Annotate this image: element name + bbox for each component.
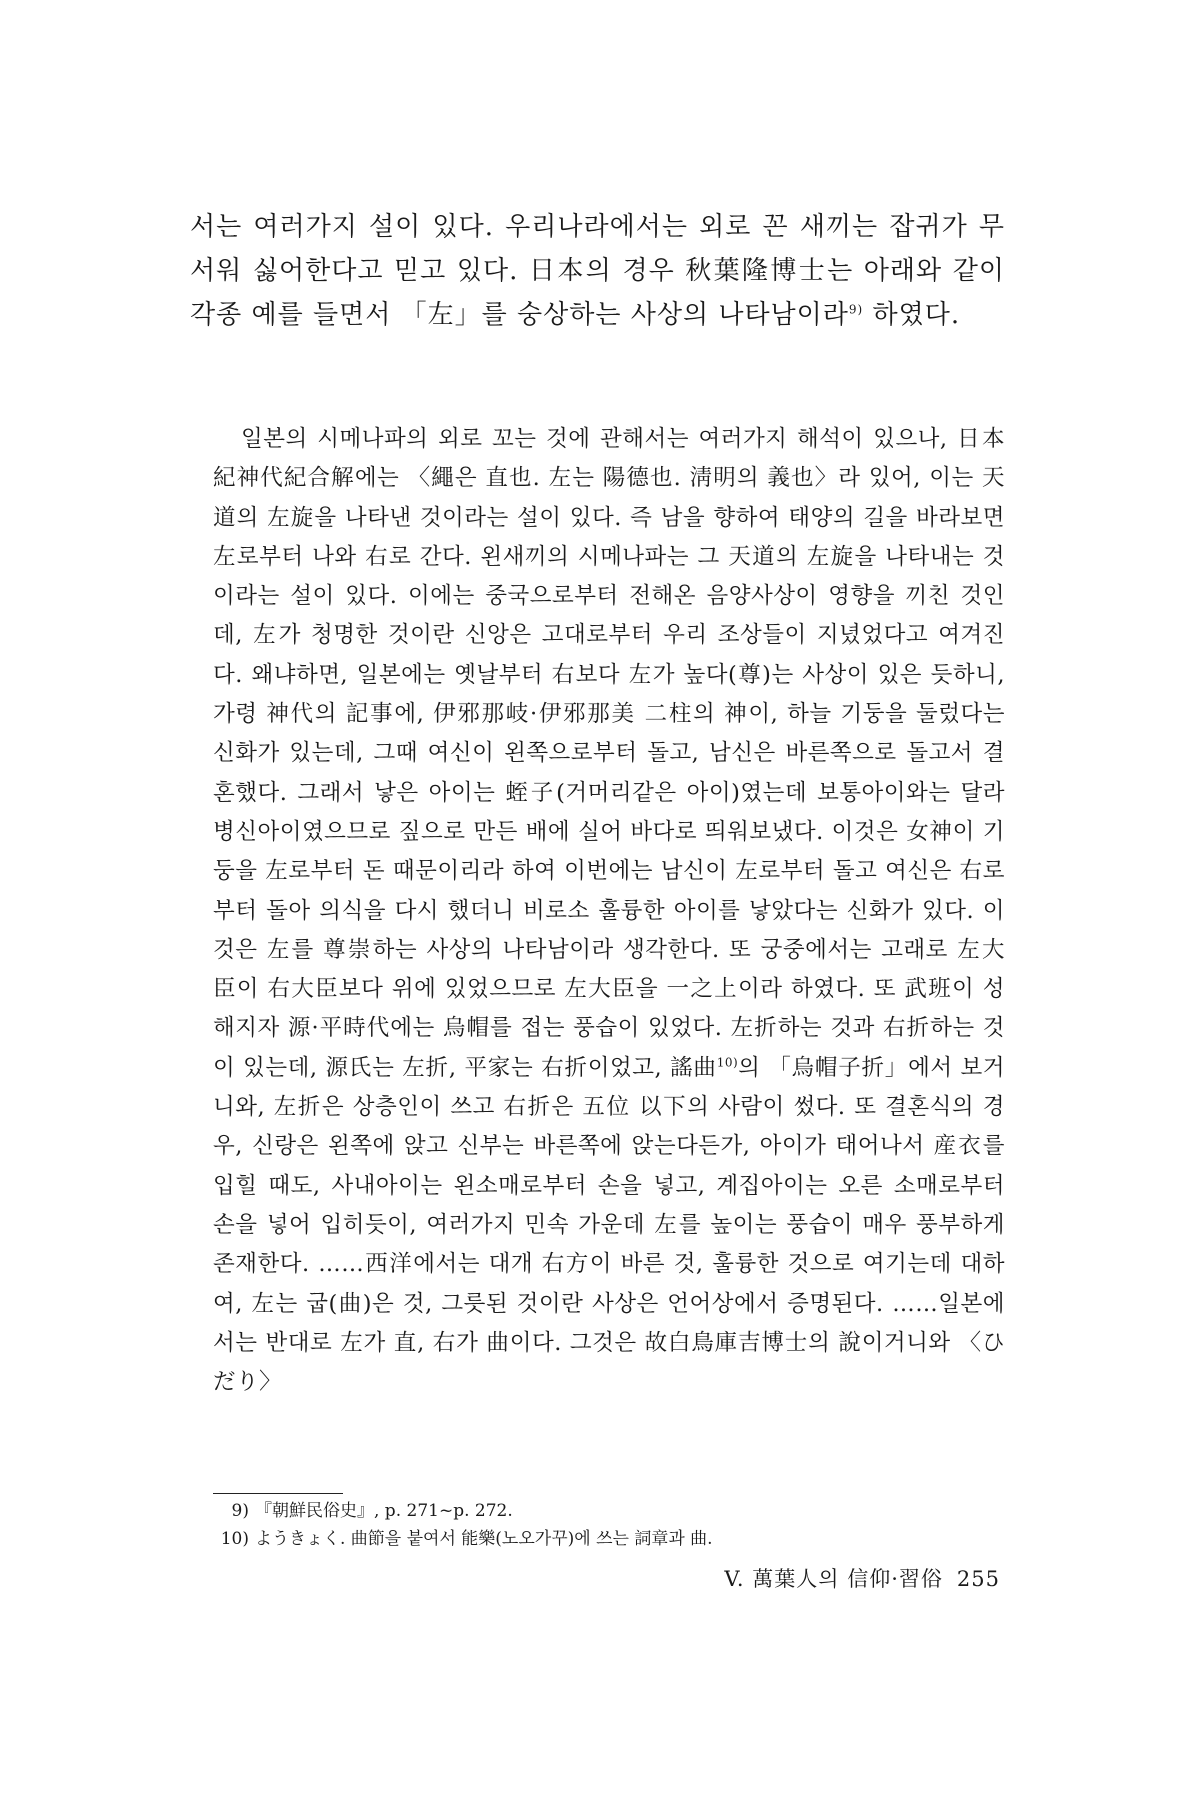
footnote-10 (213, 1525, 1013, 1553)
footnote-number: 10) (220, 1529, 249, 1549)
footnote-ref-9: 9) (848, 302, 864, 317)
footnote-text: 『朝鮮民俗史』, p. 271~p. 272. (255, 1501, 513, 1521)
quoted-passage (213, 420, 1005, 1402)
page-number: 255 (956, 1567, 1000, 1591)
footnote-number: 9) (231, 1501, 249, 1521)
footnotes (213, 1497, 1013, 1553)
intro-text-end: 하였다. (863, 300, 961, 330)
quote-text: 일본의 시메나파의 외로 꼬는 것에 관해서는 여러가지 해석이 있으나, 日本紀神代紀合解에는 〈繩은 直也. 左는 陽德也. 淸明의 義也〉라 있어, 이는 天道의 左旋을 나타낸 것이라는 설이 있다. 즉 남을 향하여 태양의 길을 바라보면 左로부터 나와 右로 간다. 왼새끼의 시메나파는 그 天道의 左旋을 나타내는 것이라는 설이 있다. 이에는 중국으로부터 전해온 음양사상이 영향을 끼친 것인데, 左가 청명한 것이란 신앙은 고대로부터 우리 조상들이 지녔었다고 여겨진다. 왜냐하면, 일본에는 옛날부터 右보다 左가 높다(尊)는 사상이 있은 듯하니, 가령 神代의 記事에, 伊邪那岐·伊邪那美 二柱의 神이, 하늘 기둥을 둘렀다는 신화가 있는데, 그때 여신이 왼쪽으로부터 돌고, 남신은 바른쪽으로 돌고서 결혼했다. 그래서 낳은 아이는 蛭子(거머리같은 아이)였는데 보통아이와는 달라 병신아이였으므로 짚으로 만든 배에 실어 바다로 띄워보냈다. 이것은 女神이 기둥을 左로부터 돈 때문이리라 하여 이번에는 남신이 左로부터 돌고 여신은 右로부터 돌아 의식을 다시 했더니 비로소 훌륭한 아이를 낳았다는 신화가 있다. 이것은 左를 尊崇하는 사상의 나타남이라 생각한다. 또 궁중에서는 고래로 左大臣이 右大臣보다 위에 있었으므로 左大臣을 一之上이라 하였다. 또 武班이 성해지자 源·平時代에는 烏帽를 접는 풍습이 있었다. 左折하는 것과 右折하는 것이 있는데, 源氏는 左折, 平家는 右折이었고, 謠曲 (213, 426, 1006, 1081)
footnote-9 (213, 1497, 1013, 1525)
running-footer (680, 1563, 1000, 1593)
footnote-divider (213, 1493, 343, 1494)
intro-text: 서는 여러가지 설이 있다. 우리나라에서는 외로 꼰 새끼는 잡귀가 무서워 싫어한다고 믿고 있다. 日本의 경우 秋葉隆博士는 아래와 같이 각종 예를 들면서 「左」를 숭상하는 사상의 나타남이라 (190, 212, 1005, 330)
intro-paragraph (190, 205, 1005, 337)
quote-text-end: 의 「烏帽子折」에서 보거니와, 左折은 상층인이 쓰고 右折은 五位 以下의 사람이 썼다. 또 결혼식의 경우, 신랑은 왼쪽에 앉고 신부는 바른쪽에 앉는다든가, 아이가 태어나서 産衣를 입힐 때도, 사내아이는 왼소매로부터 손을 넣고, 계집아이는 오른 소매로부터 손을 넣어 입히듯이, 여러가지 민속 가운데 左를 높이는 풍습이 매우 풍부하게 존재한다. ……西洋에서는 대개 右方이 바른 것, 훌륭한 것으로 여기는데 대하여, 左는 굽(曲)은 것, 그릇된 것이란 사상은 언어상에서 증명된다. ……일본에서는 반대로 左가 直, 右가 曲이다. 그것은 故白鳥庫吉博士의 說이거니와 〈ひだり〉 (213, 1054, 1005, 1396)
footnote-text: ようきょく. 曲節을 붙여서 能樂(노오가꾸)에 쓰는 詞章과 曲. (255, 1529, 713, 1549)
section-title: V. 萬葉人의 信仰·習俗 (724, 1567, 943, 1591)
footnote-ref-10: 10) (716, 1055, 739, 1070)
